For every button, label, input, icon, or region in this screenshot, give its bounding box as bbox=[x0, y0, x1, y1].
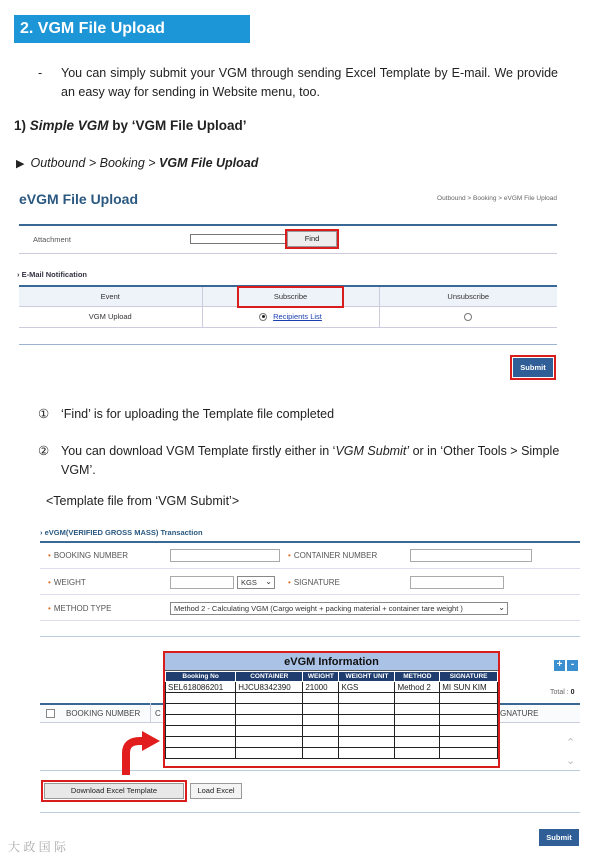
transaction-form bbox=[40, 541, 580, 621]
info-col: Booking No bbox=[166, 672, 236, 682]
signature-input[interactable] bbox=[410, 576, 504, 589]
subsection-heading bbox=[14, 118, 247, 133]
info-cell: KGS bbox=[339, 682, 395, 693]
info-col: METHOD bbox=[395, 672, 440, 682]
remove-row-button[interactable]: - bbox=[567, 660, 578, 671]
col-subscribe: Subscribe bbox=[202, 286, 379, 306]
info-col: WEIGHT UNIT bbox=[339, 672, 395, 682]
col-unsubscribe: Unsubscribe bbox=[379, 286, 557, 306]
note-2 bbox=[38, 442, 566, 480]
intro-dash: - bbox=[38, 66, 43, 80]
table-row bbox=[166, 737, 498, 748]
add-row-button[interactable]: + bbox=[554, 660, 565, 671]
transaction-title-text: eVGM(VERIFIED GROSS MASS) Transaction bbox=[44, 528, 203, 537]
subscribe-cell bbox=[202, 306, 379, 327]
heading-italic: Simple VGM bbox=[29, 118, 109, 133]
grid-col-booking: BOOKING NUMBER bbox=[66, 709, 141, 718]
section-banner: 2. VGM File Upload bbox=[14, 15, 250, 42]
unsubscribe-radio[interactable] bbox=[464, 313, 472, 321]
info-col: CONTAINER bbox=[236, 672, 303, 682]
unsubscribe-cell bbox=[379, 306, 557, 327]
attachment-input[interactable] bbox=[190, 234, 286, 244]
watermark: 大 政 国 际 bbox=[8, 840, 67, 854]
table-row bbox=[166, 748, 498, 759]
booking-number-input[interactable] bbox=[170, 549, 280, 562]
table-row bbox=[166, 715, 498, 726]
attachment-label: Attachment bbox=[33, 235, 71, 244]
subscribe-radio[interactable] bbox=[259, 313, 267, 321]
table-row bbox=[166, 704, 498, 715]
bottom-divider bbox=[40, 812, 580, 813]
download-template-button[interactable]: Download Excel Template bbox=[44, 783, 184, 799]
evgm-info-grid bbox=[165, 671, 498, 759]
submit-button[interactable]: Submit bbox=[513, 358, 553, 377]
note-2-number: ② bbox=[38, 444, 50, 458]
banner-underline bbox=[14, 42, 250, 43]
breadcrumb: Outbound > Booking > eVGM File Upload bbox=[437, 195, 557, 202]
form-row-method bbox=[40, 595, 580, 621]
weight-label: • WEIGHT bbox=[48, 578, 86, 587]
chevron-down-icon: ⌄ bbox=[265, 577, 272, 586]
event-cell: VGM Upload bbox=[19, 306, 202, 327]
form-divider bbox=[40, 636, 580, 637]
info-cell: SEL618086201 bbox=[166, 682, 236, 693]
method-type-select[interactable]: Method 2 - Calculating VGM (Cargo weight + packing material + container tare weight ) ⌄ bbox=[170, 602, 508, 615]
info-col: WEIGHT bbox=[303, 672, 339, 682]
form-submit-button[interactable]: Submit bbox=[539, 829, 579, 846]
grid-col-signature: GNATURE bbox=[500, 709, 539, 718]
container-number-label: • CONTAINER NUMBER bbox=[288, 551, 378, 560]
col-event: Event bbox=[19, 286, 202, 306]
path-plain: Outbound > Booking > bbox=[30, 156, 160, 170]
total-count: Total : 0 bbox=[550, 689, 575, 696]
email-section-text: E-Mail Notification bbox=[21, 270, 88, 279]
panel-title: eVGM File Upload bbox=[19, 191, 139, 207]
weight-unit-select[interactable]: KGS ⌄ bbox=[237, 576, 275, 589]
note-1 bbox=[38, 405, 566, 424]
form-row-booking bbox=[40, 543, 580, 569]
weight-input[interactable] bbox=[170, 576, 234, 589]
note-2-text bbox=[61, 442, 566, 480]
subscribe-highlight bbox=[237, 286, 344, 308]
info-cell: MI SUN KIM bbox=[440, 682, 498, 693]
download-highlight bbox=[41, 780, 187, 802]
form-row-weight bbox=[40, 569, 580, 595]
info-cell: Method 2 bbox=[395, 682, 440, 693]
evgm-info-title: eVGM Information bbox=[165, 653, 498, 671]
note-1-number: ① bbox=[38, 407, 50, 421]
triangle-icon: ▶ bbox=[16, 158, 25, 170]
table-row bbox=[166, 726, 498, 737]
find-button[interactable]: Find bbox=[287, 231, 337, 247]
grid-col-container: C bbox=[155, 709, 161, 718]
recipients-list-link[interactable]: Recipients List bbox=[273, 312, 322, 322]
select-all-checkbox[interactable] bbox=[46, 709, 55, 718]
curved-arrow-icon bbox=[118, 729, 162, 775]
submit-highlight bbox=[510, 355, 556, 380]
note-2-post: or in ‘Other Tools > Simple VGM’. bbox=[61, 444, 560, 477]
load-excel-button[interactable]: Load Excel bbox=[190, 783, 242, 799]
scroll-arrows[interactable]: ⌃ ⌄ bbox=[566, 737, 576, 767]
intro-text: You can simply submit your VGM through sending Excel Template by E-mail. We provide an easy way for sending in Website menu, too. bbox=[61, 66, 558, 99]
method-type-label: • METHOD TYPE bbox=[48, 604, 112, 613]
panel-divider bbox=[19, 344, 557, 345]
path-bold: VGM File Upload bbox=[159, 156, 259, 170]
info-cell: 21000 bbox=[303, 682, 339, 693]
chevron-down-icon: ⌄ bbox=[498, 603, 505, 612]
container-number-input[interactable] bbox=[410, 549, 532, 562]
note-2-italic: VGM Submit’ bbox=[335, 444, 410, 458]
template-caption: <Template file from ‘VGM Submit’> bbox=[46, 494, 240, 508]
evgm-info-table bbox=[163, 651, 500, 768]
heading-prefix: 1) bbox=[14, 118, 30, 133]
signature-label: • SIGNATURE bbox=[288, 578, 340, 587]
note-2-pre: You can download VGM Template firstly either in ‘ bbox=[61, 444, 336, 458]
transaction-title: › eVGM(VERIFIED GROSS MASS) Transaction bbox=[40, 528, 203, 537]
note-1-text: ‘Find’ is for uploading the Template file completed bbox=[61, 407, 335, 421]
heading-suffix: by ‘VGM File Upload’ bbox=[108, 118, 247, 133]
menu-path bbox=[16, 156, 258, 170]
email-notification-label: › E-Mail Notification bbox=[17, 270, 88, 279]
grid-separator bbox=[150, 703, 151, 723]
table-row bbox=[166, 682, 498, 693]
table-row bbox=[166, 693, 498, 704]
intro-paragraph bbox=[38, 64, 558, 102]
find-highlight bbox=[285, 229, 339, 249]
booking-number-label: • BOOKING NUMBER bbox=[48, 551, 129, 560]
info-col: SIGNATURE bbox=[440, 672, 498, 682]
info-cell: HJCU8342390 bbox=[236, 682, 303, 693]
